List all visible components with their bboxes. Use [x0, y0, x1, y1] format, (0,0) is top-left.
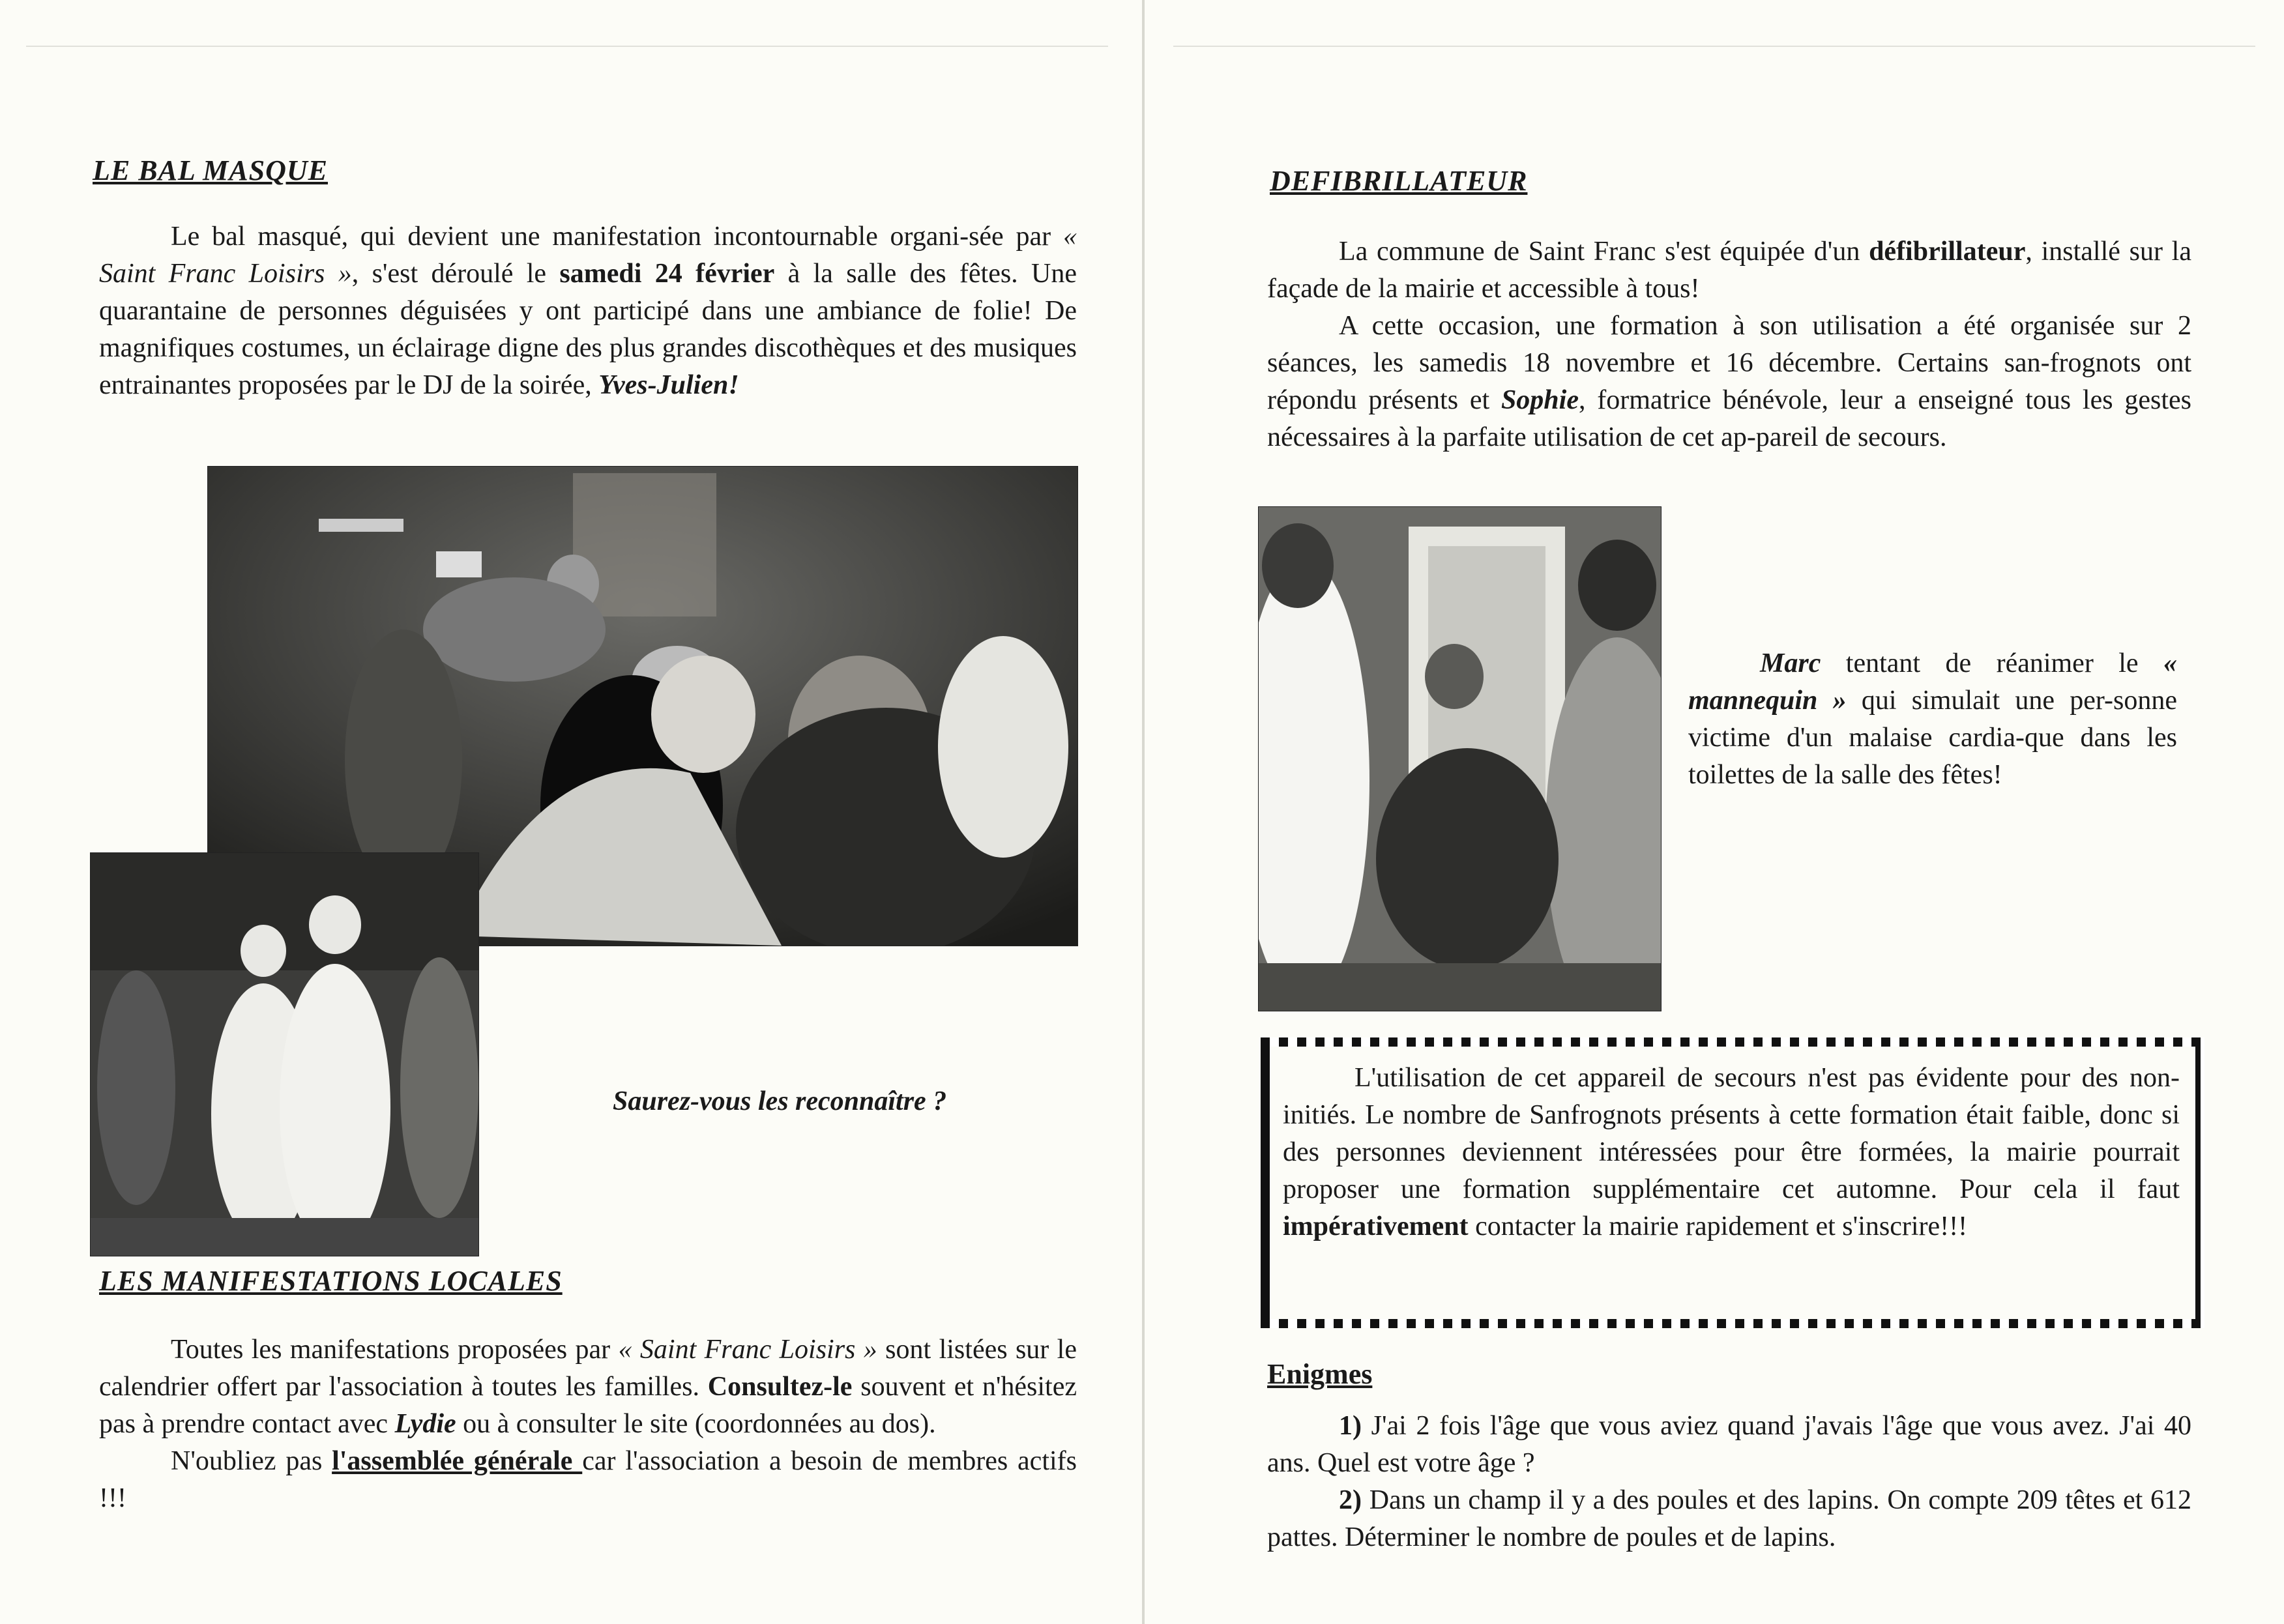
text-run: car l'association a besoin de membres actifs !!! — [99, 1446, 1077, 1513]
enigme-1-number: 1) — [1339, 1411, 1362, 1441]
enigmes-text — [1267, 1408, 2191, 1556]
text-run: Yves-Julien! — [598, 370, 739, 400]
text-run: Sophie — [1501, 385, 1579, 415]
defibrillateur-paragraph-2 — [1267, 308, 2191, 456]
notice-box — [1261, 1037, 2204, 1328]
enigme-1-question: J'ai 2 fois l'âge que vous aviez quand j'avais l'âge que vous avez. J'ai 40 ans. Quel est votre âge ? — [1267, 1411, 2191, 1478]
text-run: L'utilisation de cet appareil de secours n'est pas évidente pour des non-initiés. Le nombre de Sanfrognots présents à cette formation était faible, donc si des personnes deviennent intéressées pour être formées, la mairie pourrait proposer une formation supplémentaire cet automne. Pour cela il faut — [1283, 1063, 2180, 1204]
defibrillateur-text — [1267, 233, 2191, 456]
text-run: , installé sur la façade de la mairie et accessible à tous! — [1267, 237, 2191, 304]
defibrillateur-heading: DEFIBRILLATEUR — [1270, 165, 1528, 197]
manifestations-heading: LES MANIFESTATIONS LOCALES — [99, 1265, 563, 1297]
text-run: contacter la mairie rapidement et s'inscrire!!! — [1468, 1211, 1968, 1241]
costume-photo — [90, 852, 479, 1256]
text-run: « mannequin » — [1688, 648, 2177, 716]
defibrillator-caption-text — [1688, 645, 2177, 794]
defibrillator-photo — [1258, 506, 1662, 1011]
text-run: , formatrice bénévole, leur a enseigné tous les gestes nécessaires à la parfaite utilisation de cet ap-pareil de secours. — [1267, 385, 2191, 452]
manifestations-text — [99, 1331, 1077, 1517]
defibrillator-photo-caption — [1688, 645, 2177, 794]
text-run: Consultez-le — [707, 1372, 853, 1402]
enigme-2-number: 2) — [1339, 1485, 1362, 1515]
page-fold — [1142, 0, 1145, 1624]
costume-photo-caption: Saurez-vous les reconnaître ? — [613, 1086, 947, 1116]
notice-box-text — [1270, 1047, 2195, 1245]
text-run: Toutes les manifestations proposées par — [171, 1335, 619, 1365]
enigme-2 — [1267, 1482, 2191, 1556]
text-run: « Saint Franc Loisirs » — [618, 1335, 877, 1365]
text-run: souvent et n'hésitez pas à prendre contact avec — [99, 1372, 1077, 1439]
text-run: ou à consulter le site (coordonnées au dos). — [456, 1409, 936, 1439]
text-run: A cette occasion, une formation à son utilisation a été organisée sur 2 séances, les samedis 18 novembre et 16 décembre. Certains san-frognots ont répondu présents et — [1267, 311, 2191, 415]
text-run: Le bal masqué, qui devient une manifestation incontournable organi-sée par — [171, 222, 1063, 252]
text-run: « Saint Franc Loisirs » — [99, 222, 1077, 289]
text-run: , s'est déroulé le — [351, 259, 560, 289]
text-run: samedi 24 février — [559, 259, 775, 289]
text-run: sont listées sur le calendrier offert par l'association à toutes les familles. — [99, 1335, 1077, 1402]
text-run: l'assemblée générale — [332, 1446, 583, 1476]
manifestations-paragraph-2 — [99, 1443, 1077, 1517]
enigmes-heading: Enigmes — [1267, 1358, 1373, 1390]
text-run: La commune de Saint Franc s'est équipée d'un — [1339, 237, 1869, 267]
text-run: défibrillateur — [1869, 237, 2026, 267]
top-rule-left — [26, 46, 1108, 47]
text-run: à la salle des fêtes. Une quarantaine de personnes déguisées y ont participé dans une ambiance de folie! De magnifiques costumes, un éclairage digne des plus grandes discothèques et des musiques entrainantes proposées par le DJ de la soirée, — [99, 259, 1077, 400]
defibrillateur-paragraph-1 — [1267, 233, 2191, 308]
text-run: Marc — [1760, 648, 1821, 678]
bal-masque-heading: LE BAL MASQUE — [93, 154, 329, 186]
text-run: impérativement — [1283, 1211, 1469, 1241]
text-run: N'oubliez pas — [171, 1446, 332, 1476]
text-run: Lydie — [394, 1409, 456, 1439]
bal-masque-text — [99, 218, 1077, 404]
top-rule-right — [1173, 46, 2255, 47]
manifestations-paragraph-1 — [99, 1331, 1077, 1443]
enigme-2-question: Dans un champ il y a des poules et des lapins. On compte 209 têtes et 612 pattes. Déterminer le nombre de poules et de lapins. — [1267, 1485, 2192, 1552]
text-run: tentant de réanimer le — [1821, 648, 2163, 678]
text-run: qui simulait une per-sonne victime d'un malaise cardia-que dans les toilettes de la salle des fêtes! — [1688, 686, 2177, 790]
enigme-1 — [1267, 1408, 2191, 1482]
notice-box-paragraph — [1283, 1060, 2180, 1245]
bal-masque-paragraph — [99, 218, 1077, 404]
